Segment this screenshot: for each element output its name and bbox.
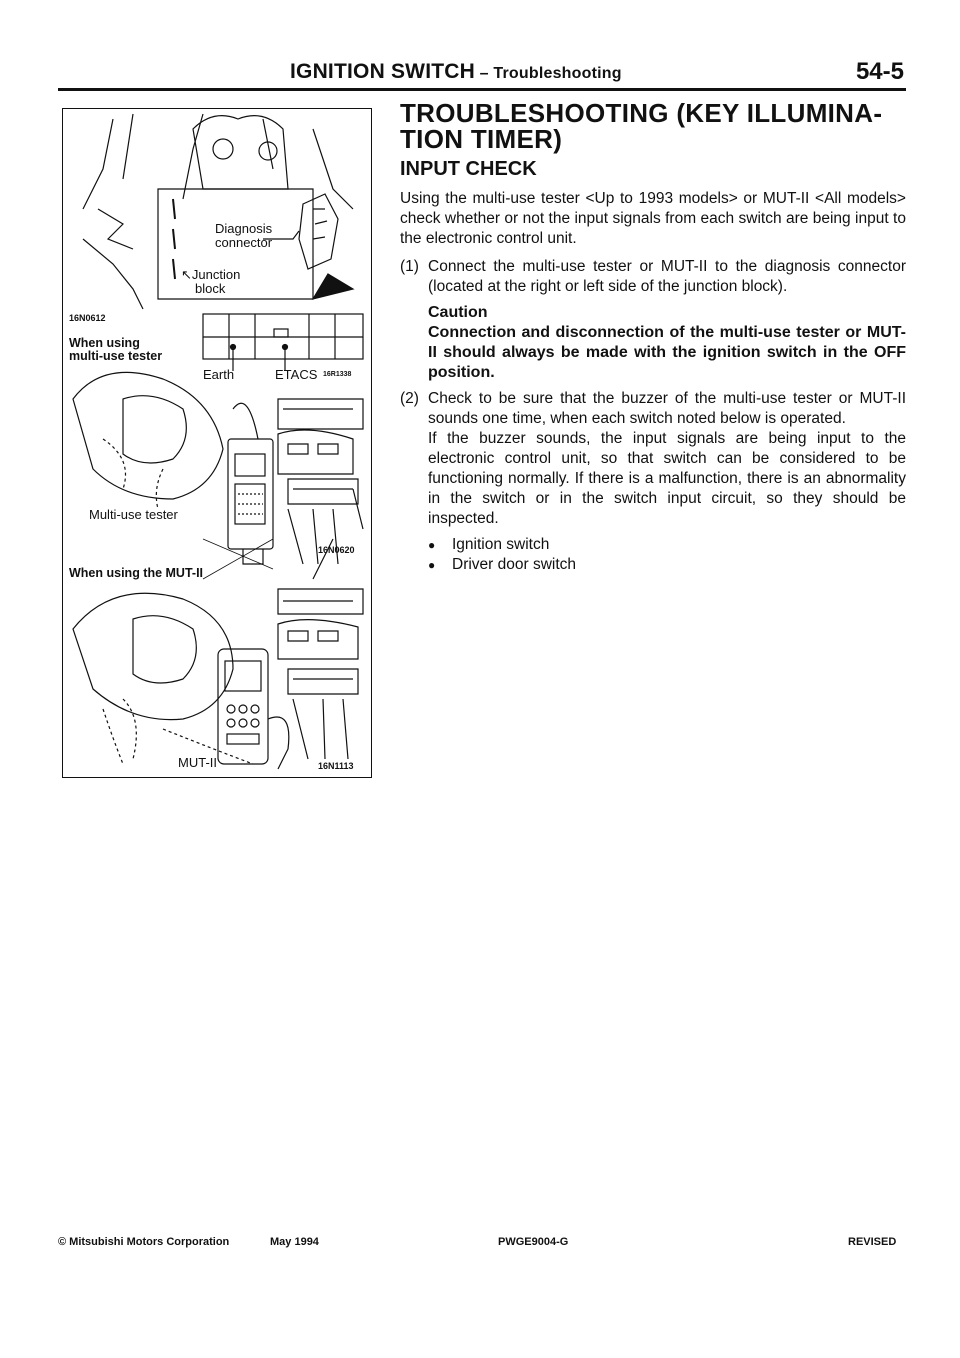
label-etacs: ETACS (275, 367, 318, 382)
figure-panel (62, 108, 372, 778)
label-multi-use-tester: Multi-use tester (89, 507, 178, 522)
caution-title: Caution (428, 304, 488, 321)
label-junction-text: Junction (191, 267, 241, 282)
step-2-number: (2) (400, 390, 419, 407)
footer-status: REVISED (848, 1236, 897, 1248)
step-1-body (428, 257, 906, 383)
bullet-icon: ● (428, 558, 436, 572)
mut-ii-drawing (73, 589, 363, 769)
header-rule (58, 88, 906, 91)
step-2-body (428, 389, 906, 529)
list-item-text: Driver door switch (452, 556, 577, 573)
header-title-sub: – Troubleshooting (475, 65, 622, 82)
caption-multi-use-line1: When using (69, 336, 140, 350)
figure-illustration (63, 109, 372, 778)
caution-text: Connection and disconnection of the multi-use tester or MUT-II should always be made with the ignition switch in the OFF position. (428, 324, 906, 381)
step-2 (400, 389, 906, 529)
list-item (428, 555, 906, 575)
step-1 (400, 257, 906, 383)
procedure-steps (400, 257, 906, 529)
header-title-main: IGNITION SWITCH (290, 60, 475, 83)
step-2-text-b: If the buzzer sounds, the input signals are being input to the electronic control unit, so that switch can be considered to be functioning normally. If there is a malfunction, there is an abnormality in the switch or in the switch input circuit, so they should be inspected. (428, 430, 906, 527)
footer-date: May 1994 (270, 1236, 319, 1248)
fuse-box-diagram (203, 314, 363, 371)
footer-copyright: © Mitsubishi Motors Corporation (58, 1236, 230, 1248)
figure-code-bottom: 16N1113 (318, 761, 354, 771)
arrow-left-icon: ↖ (181, 267, 192, 282)
caption-multi-use-line2: multi-use tester (69, 349, 163, 363)
label-mut-ii: MUT-II (178, 755, 217, 770)
label-diagnosis: Diagnosis (215, 221, 273, 236)
label-connector: connector (215, 235, 273, 250)
intro-paragraph: Using the multi-use tester <Up to 1993 models> or MUT-II <All models> check whether or not the input signals from each switch are being input to the electronic control unit. (400, 190, 906, 247)
page-number: 54-5 (855, 58, 904, 85)
footer-doc-code: PWGE9004-G (498, 1236, 569, 1248)
label-block: block (195, 281, 226, 296)
switch-list (400, 535, 906, 575)
subsection-heading: INPUT CHECK (400, 158, 537, 180)
step-1-number: (1) (400, 258, 419, 275)
figure-code-top: 16N0612 (69, 313, 106, 323)
step-2-text-a: Check to be sure that the buzzer of the multi-use tester or MUT-II sounds one time, when each switch noted below is operated. (428, 390, 906, 427)
caption-mut-ii: When using the MUT-II (69, 566, 204, 580)
list-item-text: Ignition switch (452, 536, 550, 553)
label-earth: Earth (203, 367, 235, 382)
section-heading-line1: TROUBLESHOOTING (KEY ILLUMINA- (400, 98, 883, 128)
list-item (428, 535, 906, 555)
step-1-text: Connect the multi-use tester or MUT-II to the diagnosis connector (located at the right or left side of the junction block). (428, 258, 906, 295)
main-content (400, 100, 906, 575)
bullet-icon: ● (428, 538, 436, 552)
section-heading-line2: TION TIMER) (400, 124, 563, 154)
page-header-title (290, 60, 622, 84)
figure-code-etacs: 16R1338 (323, 371, 352, 378)
figure-code-middle: 16N0620 (318, 545, 355, 555)
